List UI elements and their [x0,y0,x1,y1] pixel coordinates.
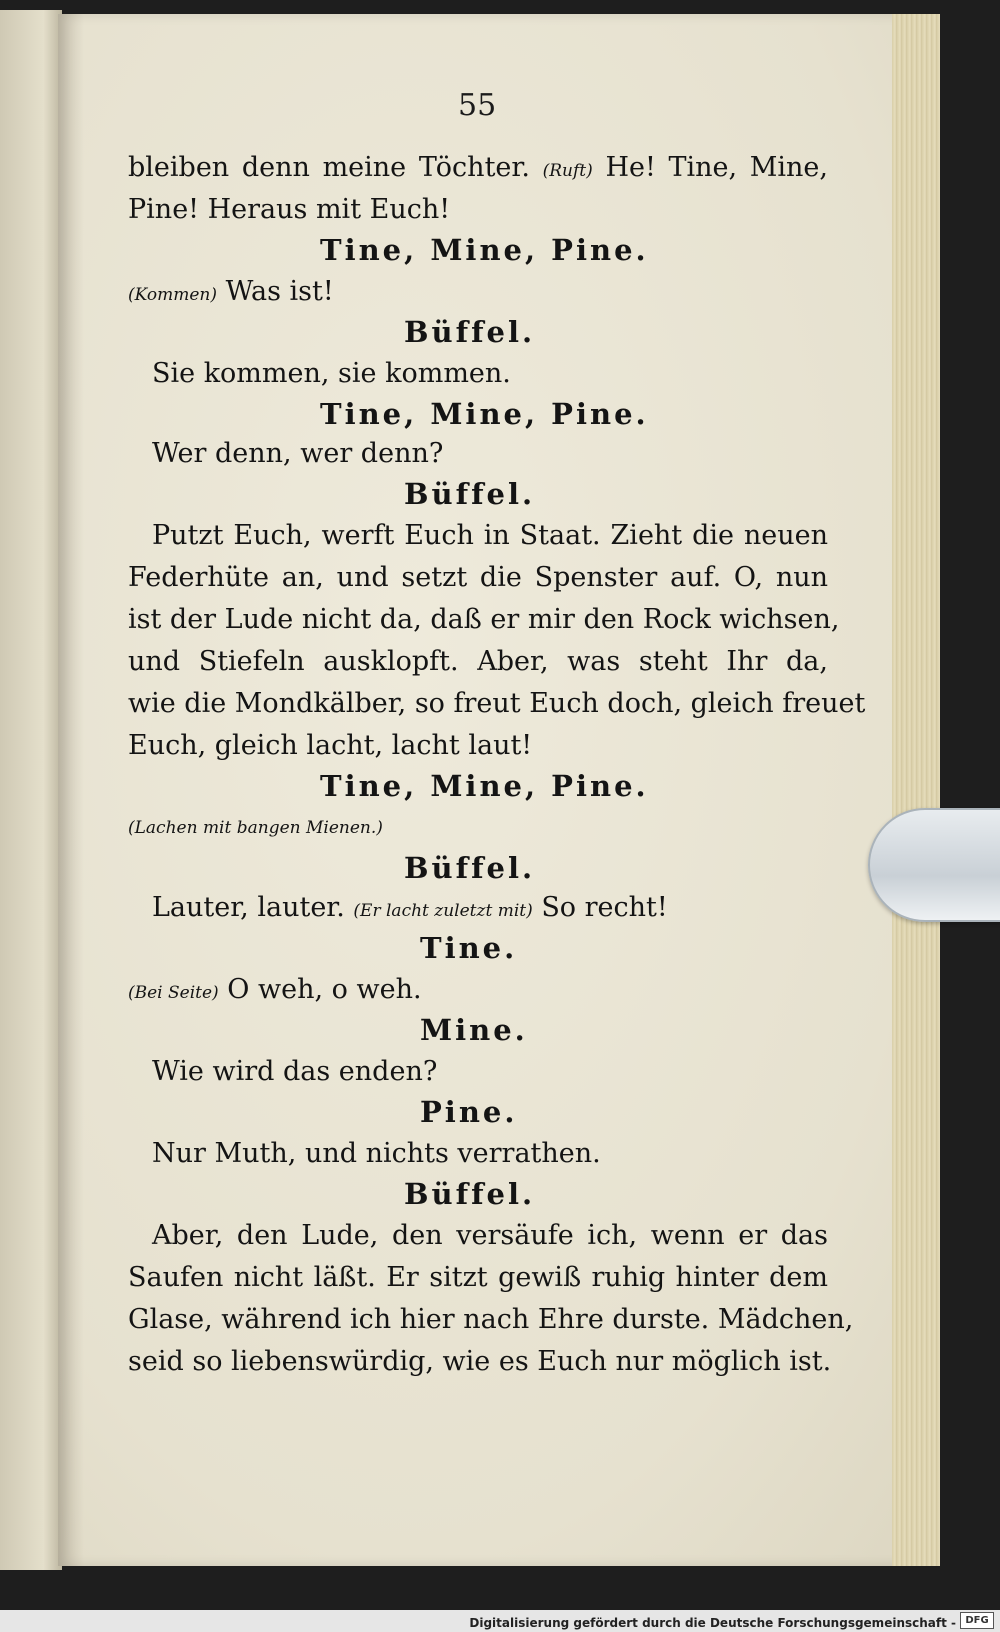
speaker-name: Mine. [420,1013,528,1047]
text-line: (Kommen) Was ist! [128,276,334,307]
text-line: seid so liebenswürdig, wie es Euch nur möglich ist. [128,1346,832,1377]
text-line: (Bei Seite) O weh, o weh. [128,974,422,1005]
text-line: Wer denn, wer denn? [152,438,444,469]
page-edges [892,14,940,1566]
text-line: Lauter, lauter. (Er lacht zuletzt mit) So recht! [152,892,668,923]
speaker-name: Büffel. [404,315,536,349]
page-gutter-shadow [58,14,84,1566]
speaker-name: Tine. [420,931,518,965]
speaker-name: Büffel. [404,477,536,511]
speaker-name: Tine, Mine, Pine. [320,397,649,431]
text-line: Glase, während ich hier nach Ehre durste. Mädchen, [128,1304,854,1335]
left-page-edge [0,10,62,1570]
digitization-credit: Digitalisierung gefördert durch die Deutsche Forschungsgemeinschaft - [469,1616,956,1630]
speaker-name: Tine, Mine, Pine. [320,769,649,803]
text-line: Saufen nicht läßt. Er sitzt gewiß ruhig hinter dem [128,1262,828,1293]
text-line: Euch, gleich lacht, lacht laut! [128,730,533,761]
stage-direction: (Er lacht zuletzt mit) [353,901,533,921]
stage-direction: (Bei Seite) [128,983,219,1003]
speaker-name: Tine, Mine, Pine. [320,233,649,267]
text-line: wie die Mondkälber, so freut Euch doch, gleich freuet [128,688,866,719]
stage-direction: (Ruft) [542,161,593,181]
text-line: Pine! Heraus mit Euch! [128,194,451,225]
text-line: und Stiefeln ausklopft. Aber, was steht Ihr da, [128,646,828,677]
stage-direction: (Lachen mit bangen Mienen.) [128,818,383,838]
text-line: Nur Muth, und nichts verrathen. [152,1138,601,1169]
dfg-logo: DFG [960,1612,994,1629]
text-line: Sie kommen, sie kommen. [152,358,511,389]
speaker-name: Büffel. [404,851,536,885]
text-line: Federhüte an, und setzt die Spenster auf. O, nun [128,562,828,593]
text-line: ist der Lude nicht da, daß er mir den Rock wichsen, [128,604,840,635]
speaker-name: Pine. [420,1095,518,1129]
stage-direction: (Kommen) [128,285,217,305]
text-line: Aber, den Lude, den versäufe ich, wenn er das [152,1220,828,1251]
page-number: 55 [458,88,497,123]
speaker-name: Büffel. [404,1177,536,1211]
text-line: Putzt Euch, werft Euch in Staat. Zieht die neuen [152,520,828,551]
text-line: Wie wird das enden? [152,1056,438,1087]
text-line: bleiben denn meine Töchter. (Ruft) He! Tine, Mine, [128,152,828,183]
page-clip [868,808,1000,922]
